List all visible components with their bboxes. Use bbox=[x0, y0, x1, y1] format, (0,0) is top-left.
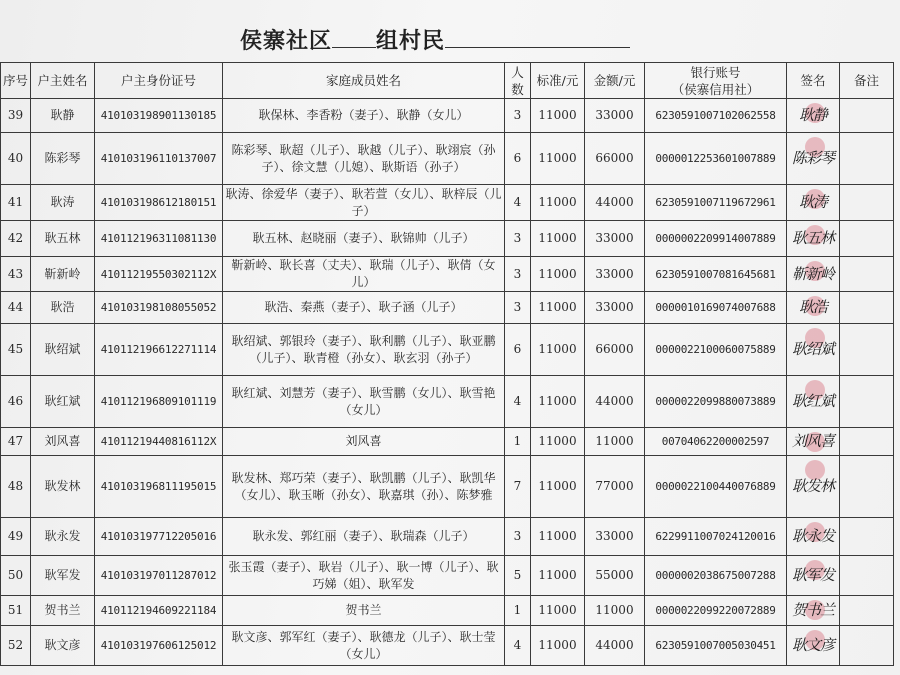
member-count-cell: 6 bbox=[505, 324, 531, 376]
table-row bbox=[1, 185, 894, 221]
handwritten-signature: 刘风喜 bbox=[791, 432, 834, 450]
total-amount-cell: 44000 bbox=[585, 185, 645, 221]
table-row bbox=[1, 292, 894, 324]
table-row bbox=[1, 518, 894, 556]
total-amount-cell: 66000 bbox=[585, 133, 645, 185]
header-note: 备注 bbox=[840, 63, 894, 99]
bank-account-cell: 6230591007119672961 bbox=[645, 185, 787, 221]
header-standard: 标准/元 bbox=[531, 63, 585, 99]
group-blank bbox=[332, 47, 376, 48]
standard-amount-cell: 11000 bbox=[531, 221, 585, 257]
handwritten-signature: 耿永发 bbox=[791, 527, 834, 545]
id-number-cell: 410112196311081130 bbox=[95, 221, 223, 257]
row-no-cell: 52 bbox=[1, 626, 31, 666]
table-row bbox=[1, 456, 894, 518]
row-no-cell: 51 bbox=[1, 596, 31, 626]
row-no-cell: 50 bbox=[1, 556, 31, 596]
member-count-cell: 7 bbox=[505, 456, 531, 518]
id-number-cell: 410112196809101119 bbox=[95, 376, 223, 428]
row-no-cell: 49 bbox=[1, 518, 31, 556]
handwritten-signature: 耿红斌 bbox=[791, 392, 834, 410]
standard-amount-cell: 11000 bbox=[531, 456, 585, 518]
note-cell bbox=[840, 292, 894, 324]
head-name-cell: 耿红斌 bbox=[31, 376, 95, 428]
member-count-cell: 3 bbox=[505, 257, 531, 292]
bank-account-cell: 0000022100440076889 bbox=[645, 456, 787, 518]
bank-account-cell: 0000002209914007889 bbox=[645, 221, 787, 257]
standard-amount-cell: 11000 bbox=[531, 99, 585, 133]
note-cell bbox=[840, 456, 894, 518]
head-name-cell: 耿文彦 bbox=[31, 626, 95, 666]
signature-cell bbox=[787, 292, 840, 324]
signature-cell bbox=[787, 518, 840, 556]
total-amount-cell: 33000 bbox=[585, 257, 645, 292]
standard-amount-cell: 11000 bbox=[531, 626, 585, 666]
header-account-line2: （侯寨信用社） bbox=[671, 81, 760, 97]
total-amount-cell: 11000 bbox=[585, 428, 645, 456]
row-no-cell: 40 bbox=[1, 133, 31, 185]
header-count: 人数 bbox=[505, 63, 531, 99]
standard-amount-cell: 11000 bbox=[531, 185, 585, 221]
head-name-cell: 耿军发 bbox=[31, 556, 95, 596]
header-signature: 签名 bbox=[787, 63, 840, 99]
family-members-cell: 耿文彦、郭军红（妻子）、耿德龙（儿子）、耿士莹（女儿） bbox=[223, 626, 505, 666]
table-row bbox=[1, 376, 894, 428]
bank-account-cell: 0000022099880073889 bbox=[645, 376, 787, 428]
total-amount-cell: 44000 bbox=[585, 376, 645, 428]
bank-account-cell: 0000022099220072889 bbox=[645, 596, 787, 626]
note-cell bbox=[840, 518, 894, 556]
bank-account-cell: 0000010169074007688 bbox=[645, 292, 787, 324]
member-count-cell: 4 bbox=[505, 376, 531, 428]
total-amount-cell: 33000 bbox=[585, 221, 645, 257]
note-cell bbox=[840, 596, 894, 626]
head-name-cell: 耿浩 bbox=[31, 292, 95, 324]
member-count-cell: 1 bbox=[505, 596, 531, 626]
note-cell bbox=[840, 324, 894, 376]
family-members-cell: 耿五林、赵晓丽（妻子）、耿锦帅（儿子） bbox=[223, 221, 505, 257]
head-name-cell: 刘风喜 bbox=[31, 428, 95, 456]
id-number-cell: 410103198901130185 bbox=[95, 99, 223, 133]
standard-amount-cell: 11000 bbox=[531, 556, 585, 596]
standard-amount-cell: 11000 bbox=[531, 518, 585, 556]
bank-account-cell: 0000002038675007288 bbox=[645, 556, 787, 596]
standard-amount-cell: 11000 bbox=[531, 596, 585, 626]
total-amount-cell: 55000 bbox=[585, 556, 645, 596]
row-no-cell: 42 bbox=[1, 221, 31, 257]
family-members-cell: 耿保林、李香粉（妻子）、耿静（女儿） bbox=[223, 99, 505, 133]
signature-cell bbox=[787, 626, 840, 666]
header-id-number: 户主身份证号 bbox=[95, 63, 223, 99]
table-row bbox=[1, 221, 894, 257]
family-members-cell: 张玉霞（妻子）、耿岩（儿子）、耿一博（儿子）、耿巧娣（姐）、耿军发 bbox=[223, 556, 505, 596]
member-count-cell: 3 bbox=[505, 518, 531, 556]
signature-cell bbox=[787, 376, 840, 428]
table-row bbox=[1, 556, 894, 596]
member-count-cell: 3 bbox=[505, 221, 531, 257]
id-number-cell: 410103197606125012 bbox=[95, 626, 223, 666]
member-count-cell: 6 bbox=[505, 133, 531, 185]
total-amount-cell: 77000 bbox=[585, 456, 645, 518]
signature-cell bbox=[787, 221, 840, 257]
note-cell bbox=[840, 257, 894, 292]
id-number-cell: 410103196811195015 bbox=[95, 456, 223, 518]
head-name-cell: 耿绍斌 bbox=[31, 324, 95, 376]
signature-cell bbox=[787, 556, 840, 596]
head-name-cell: 耿静 bbox=[31, 99, 95, 133]
row-no-cell: 47 bbox=[1, 428, 31, 456]
handwritten-signature: 耿浩 bbox=[798, 298, 827, 316]
member-count-cell: 4 bbox=[505, 185, 531, 221]
note-cell bbox=[840, 99, 894, 133]
note-cell bbox=[840, 221, 894, 257]
standard-amount-cell: 11000 bbox=[531, 428, 585, 456]
standard-amount-cell: 11000 bbox=[531, 257, 585, 292]
family-members-cell: 贺书兰 bbox=[223, 596, 505, 626]
head-name-cell: 靳新岭 bbox=[31, 257, 95, 292]
signature-cell bbox=[787, 456, 840, 518]
family-members-cell: 靳新岭、耿长喜（丈夫）、耿瑞（儿子）、耿倩（女儿） bbox=[223, 257, 505, 292]
note-cell bbox=[840, 185, 894, 221]
head-name-cell: 耿五林 bbox=[31, 221, 95, 257]
handwritten-signature: 陈彩琴 bbox=[791, 149, 834, 167]
signature-cell bbox=[787, 185, 840, 221]
total-amount-cell: 33000 bbox=[585, 518, 645, 556]
note-cell bbox=[840, 376, 894, 428]
standard-amount-cell: 11000 bbox=[531, 324, 585, 376]
header-head-name: 户主姓名 bbox=[31, 63, 95, 99]
handwritten-signature: 贺书兰 bbox=[791, 601, 834, 619]
signature-cell bbox=[787, 596, 840, 626]
bank-account-cell: 0000012253601007889 bbox=[645, 133, 787, 185]
total-amount-cell: 11000 bbox=[585, 596, 645, 626]
header-amount: 金额/元 bbox=[585, 63, 645, 99]
handwritten-signature: 靳新岭 bbox=[791, 264, 834, 283]
id-number-cell: 41011219440816112X bbox=[95, 428, 223, 456]
handwritten-signature: 耿军发 bbox=[791, 566, 834, 584]
family-members-cell: 耿浩、秦燕（妻子）、耿子涵（儿子） bbox=[223, 292, 505, 324]
row-no-cell: 45 bbox=[1, 324, 31, 376]
total-amount-cell: 33000 bbox=[585, 99, 645, 133]
signature-cell bbox=[787, 99, 840, 133]
id-number-cell: 410112196612271114 bbox=[95, 324, 223, 376]
header-account-line1: 银行账号 bbox=[690, 64, 741, 80]
bank-account-cell: 6229911007024120016 bbox=[645, 518, 787, 556]
note-cell bbox=[840, 556, 894, 596]
table-row bbox=[1, 596, 894, 626]
bank-account-cell: 6230591007081645681 bbox=[645, 257, 787, 292]
signature-cell bbox=[787, 428, 840, 456]
head-name-cell: 贺书兰 bbox=[31, 596, 95, 626]
bank-account-cell: 6230591007005030451 bbox=[645, 626, 787, 666]
standard-amount-cell: 11000 bbox=[531, 292, 585, 324]
table-row bbox=[1, 428, 894, 456]
head-name-cell: 耿发林 bbox=[31, 456, 95, 518]
family-members-cell: 耿红斌、刘慧芳（妻子）、耿雪鹏（女儿）、耿雪艳（女儿） bbox=[223, 376, 505, 428]
family-members-cell: 耿绍斌、郭银玲（妻子）、耿利鹏（儿子）、耿亚鹏（儿子）、耿青橙（孙女）、耿玄羽（孙子） bbox=[223, 324, 505, 376]
family-members-cell: 刘风喜 bbox=[223, 428, 505, 456]
handwritten-signature: 耿发林 bbox=[791, 477, 834, 495]
row-no-cell: 43 bbox=[1, 257, 31, 292]
member-count-cell: 4 bbox=[505, 626, 531, 666]
id-number-cell: 410103197011287012 bbox=[95, 556, 223, 596]
total-amount-cell: 44000 bbox=[585, 626, 645, 666]
bank-account-cell: 0000022100060075889 bbox=[645, 324, 787, 376]
head-name-cell: 耿永发 bbox=[31, 518, 95, 556]
row-no-cell: 48 bbox=[1, 456, 31, 518]
member-count-cell: 5 bbox=[505, 556, 531, 596]
row-no-cell: 39 bbox=[1, 99, 31, 133]
row-no-cell: 46 bbox=[1, 376, 31, 428]
signature-cell bbox=[787, 133, 840, 185]
id-number-cell: 410112194609221184 bbox=[95, 596, 223, 626]
table-row bbox=[1, 324, 894, 376]
table-row bbox=[1, 257, 894, 292]
id-number-cell: 410103196110137007 bbox=[95, 133, 223, 185]
member-count-cell: 3 bbox=[505, 99, 531, 133]
header-no: 序号 bbox=[1, 63, 31, 99]
handwritten-signature: 耿绍斌 bbox=[791, 340, 834, 358]
handwritten-signature: 耿静 bbox=[798, 106, 827, 124]
head-name-cell: 耿涛 bbox=[31, 185, 95, 221]
note-cell bbox=[840, 133, 894, 185]
table-row bbox=[1, 626, 894, 666]
member-count-cell: 3 bbox=[505, 292, 531, 324]
header-family-members: 家庭成员姓名 bbox=[223, 63, 505, 99]
handwritten-signature: 耿涛 bbox=[798, 193, 827, 211]
id-number-cell: 410103198108055052 bbox=[95, 292, 223, 324]
bank-account-cell: 6230591007102062558 bbox=[645, 99, 787, 133]
id-number-cell: 410103198612180151 bbox=[95, 185, 223, 221]
standard-amount-cell: 11000 bbox=[531, 376, 585, 428]
subsidy-table bbox=[0, 62, 894, 666]
header-account bbox=[645, 63, 787, 99]
family-members-cell: 耿发林、郑巧荣（妻子）、耿凯鹏（儿子）、耿凯华（女儿）、耿玉晰（孙女）、耿嘉琪（孙）、陈梦雅 bbox=[223, 456, 505, 518]
community-name: 侯寨社区 bbox=[240, 28, 333, 54]
head-name-cell: 陈彩琴 bbox=[31, 133, 95, 185]
handwritten-signature: 耿五林 bbox=[791, 229, 834, 247]
row-no-cell: 44 bbox=[1, 292, 31, 324]
villager-blank bbox=[445, 47, 630, 48]
bank-account-cell: 00704062200002597 bbox=[645, 428, 787, 456]
family-members-cell: 耿涛、徐爱华（妻子）、耿若萱（女儿）、耿梓辰（儿子） bbox=[223, 185, 505, 221]
table-row bbox=[1, 99, 894, 133]
note-cell bbox=[840, 626, 894, 666]
group-label: 组村民 bbox=[376, 28, 446, 54]
note-cell bbox=[840, 428, 894, 456]
signature-cell bbox=[787, 324, 840, 376]
id-number-cell: 41011219550302112X bbox=[95, 257, 223, 292]
header-row bbox=[1, 63, 894, 99]
signature-cell bbox=[787, 257, 840, 292]
family-members-cell: 耿永发、郭红丽（妻子）、耿瑞森（儿子） bbox=[223, 518, 505, 556]
member-count-cell: 1 bbox=[505, 428, 531, 456]
row-no-cell: 41 bbox=[1, 185, 31, 221]
id-number-cell: 410103197712205016 bbox=[95, 518, 223, 556]
page-title bbox=[240, 24, 630, 55]
standard-amount-cell: 11000 bbox=[531, 133, 585, 185]
family-members-cell: 陈彩琴、耿超（儿子）、耿越（儿子）、耿翊宸（孙子）、徐文慧（儿媳）、耿斯语（孙子） bbox=[223, 133, 505, 185]
table-row bbox=[1, 133, 894, 185]
handwritten-signature: 耿文彦 bbox=[791, 636, 834, 654]
total-amount-cell: 33000 bbox=[585, 292, 645, 324]
total-amount-cell: 66000 bbox=[585, 324, 645, 376]
